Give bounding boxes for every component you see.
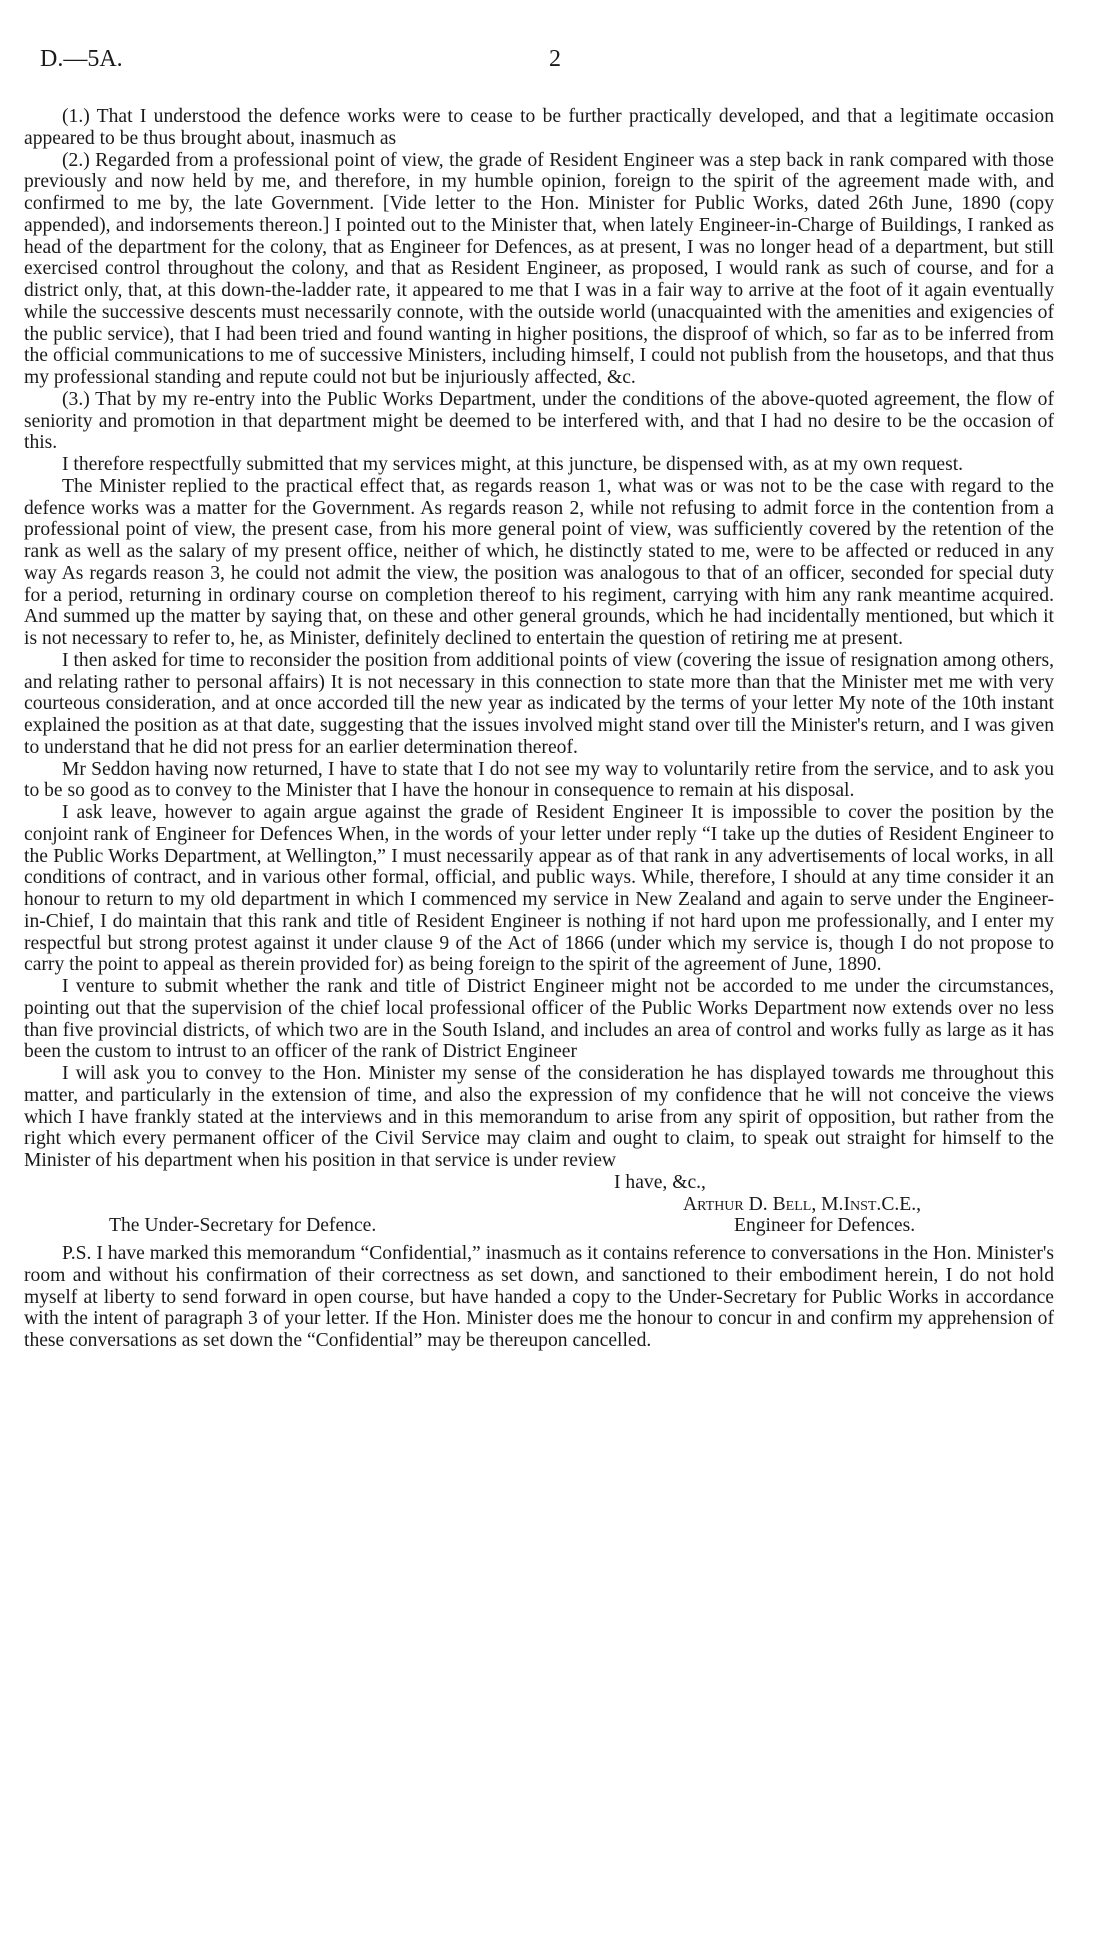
paragraph-request: I therefore respectfully submitted that my services might, at this juncture, be dispensed with, as at my own request.	[62, 454, 964, 475]
postscript: P.S. I have marked this memorandum “Confidential,” inasmuch as it contains reference to conversations in the Hon. Minister's room and without his confirmation of their correctness as set down, and sanctioned to their embodiment herein, I do not hold myself at liberty to send forward in open course, but have handed a copy to the Under-Secretary for Public Works in accordance with the intent of paragraph 3 of your letter. If the Hon. Minister does me the honour to concur in and confirm my apprehension of these conversations as set down the “Confidential” may be thereupon cancelled.	[24, 1243, 1054, 1351]
paragraph-closing: I will ask you to convey to the Hon. Minister my sense of the consideration he has displayed towards me throughout this matter, and particularly in the extension of time, and also the expression of my confidence that he will not conceive the views which I have frankly stated at the interviews and in this memorandum to arise from any spirit of opposition, but rather from the right which every permanent officer of the Civil Service may claim and ought to claim, to speak out straight for himself to the Minister of his department when his position in that service is under review	[24, 1063, 1054, 1171]
paragraph-district-engineer: I venture to submit whether the rank and title of District Engineer might not be accorded to me under the circumstances, pointing out that the supervision of the chief local professional officer of the Public Works Department now extends over no less than five provincial districts, of which two are in the South Island, and includes an area of control and works fully as large as it has been the custom to intrust to an officer of the rank of District Engineer	[24, 976, 1054, 1063]
memorandum-body	[24, 106, 1054, 1352]
paragraph-seddon-return: Mr Seddon having now returned, I have to state that I do not see my way to voluntarily retire from the service, and to ask you to be so good as to convey to the Minister that I have the honour in consequence to remain at his disposal.	[24, 758, 1054, 802]
paragraph-reason-1: (1.) That I understood the defence works were to cease to be further practically developed, and that a legitimate occasion appeared to be thus brought about, inasmuch as	[24, 106, 1054, 149]
page-number: 2	[549, 46, 561, 72]
paragraph-time-request: I then asked for time to reconsider the position from additional points of view (covering the issue of resignation among others, and relating rather to personal affairs) It is not necessary in this connection to state more than that the Minister met me with very courteous consideration, and at once accorded till the new year as indicated by the terms of your letter My note of the 10th instant explained the position as at that date, suggesting that the issues involved might stand over till the Minister's return, and I was given to understand that he did not press for an earlier determination thereof.	[24, 649, 1054, 758]
signatory-name: Arthur D. Bell, M.Inst.C.E.,	[683, 1193, 922, 1215]
document-reference: D.—5A.	[40, 46, 123, 72]
signature-line-name	[24, 1194, 1054, 1216]
signature-line-title	[24, 1215, 1054, 1237]
paragraph-reason-3: (3.) That by my re-entry into the Public Works Department, under the conditions of the above-quoted agreement, the flow of seniority and promotion in that department might be deemed to be interfered with, and that I had no desire to be the occasion of this.	[24, 388, 1054, 454]
page-header	[40, 46, 1074, 76]
closing-formula: I have, &c.,	[614, 1171, 706, 1193]
paragraph-grade-argument: I ask leave, however to again argue against the grade of Resident Engineer It is impossible to cover the position by the conjoint rank of Engineer for Defences When, in the words of your letter under reply “I take up the duties of Resident Engineer to the Public Works Department, at Wellington,” I must necessarily appear as of that rank in any advertisements of local works, in all conditions of contract, and in various other formal, official, and public ways. While, therefore, I should at any time consider it an honour to return to my old department in which I commenced my service in New Zealand and again to serve under the Engineer-in-Chief, I do maintain that this rank and title of Resident Engineer is nothing if not hard upon me professionally, and I enter my respectful but strong protest against it under clause 9 of the Act of 1866 (under which my service is, though I do not propose to carry the point to appeal as therein provided for) as being foreign to the spirit of the agreement of June, 1890.	[24, 802, 1054, 976]
addressee: The Under-Secretary for Defence.	[109, 1215, 377, 1237]
signature-line-closing	[24, 1172, 1054, 1194]
paragraph-reason-2: (2.) Regarded from a professional point of view, the grade of Resident Engineer was a step back in rank compared with those previously and now held by me, and therefore, in my humble opinion, foreign to the spirit of the agreement made with, and confirmed to me by, the late Government. [Vide letter to the Hon. Minister for Public Works, dated 26th June, 1890 (copy appended), and indorsements thereon.] I pointed out to the Minister that, when lately Engineer-in-Charge of Buildings, I ranked as head of the department for the colony, that as Engineer for Defences, as at present, I was no longer head of a department, but still exercised control throughout the colony, and that as Resident Engineer, as proposed, I would rank as such of course, and for a district only, that, at this down-the-ladder rate, it appeared to me that I was in a fair way to arrive at the foot of it again eventually while the successive descents must necessarily connote, with the outside world (unacquainted with the amenities and exigencies of the public service), that I had been tried and found wanting in higher positions, the disproof of which, so far as to be inferred from the official communications to me of successive Ministers, including himself, I could not publish from the housetops, and that thus my professional standing and repute could not but be injuriously affected, &c.	[24, 149, 1054, 388]
paragraph-minister-reply: The Minister replied to the practical effect that, as regards reason 1, what was or was not to be the case with regard to the defence works was a matter for the Government. As regards reason 2, while not refusing to admit force in the contention from a professional point of view, the present case, from his more general point of view, was sufficiently covered by the retention of the rank as well as the salary of my present office, neither of which, he distinctly stated to me, were to be affected or reduced in any way As regards reason 3, he could not admit the view, the position was analogous to that of an officer, seconded for special duty for a period, returning in ordinary course on completion thereof to his regiment, carrying with him any rank meantime acquired. And summed up the matter by saying that, on these and other general grounds, which he had incidentally mentioned, but which it is not necessary to refer to, he, as Minister, definitely declined to entertain the question of retiring me at present.	[24, 475, 1054, 649]
signatory-title: Engineer for Defences.	[734, 1215, 916, 1237]
